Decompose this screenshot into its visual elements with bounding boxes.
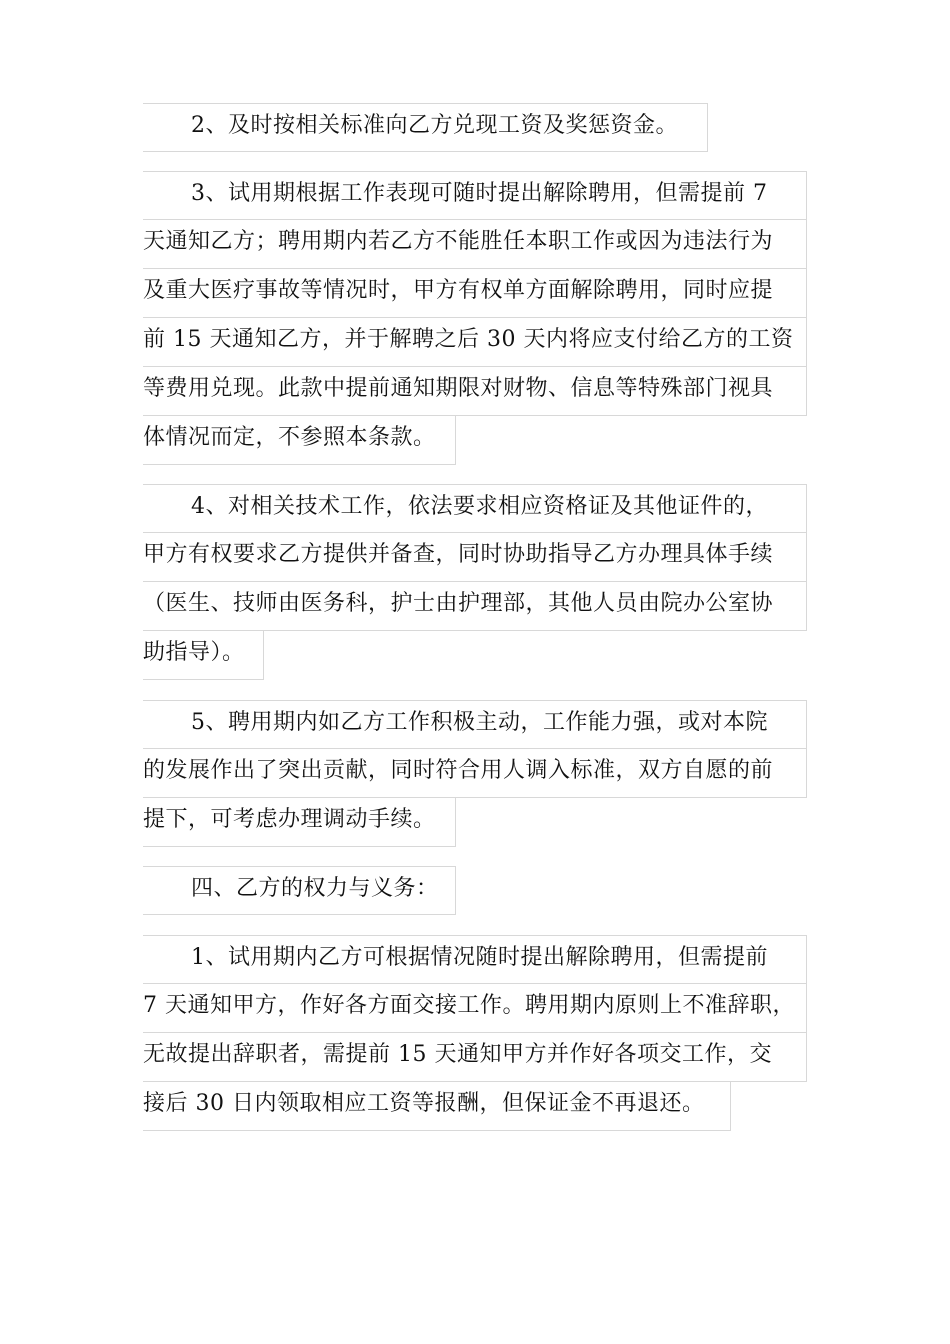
text-line: 无故提出辞职者，需提前 15 天通知甲方并作好各项交工作，交	[143, 1033, 807, 1082]
text-line: 提下，可考虑办理调动手续。	[143, 798, 456, 847]
section-heading-rights-obligations	[143, 866, 456, 915]
text-line: 助指导）。	[143, 631, 264, 680]
text-line: 的发展作出了突出贡献，同时符合用人调入标准，双方自愿的前	[143, 749, 807, 798]
paragraph-probation-termination	[143, 171, 807, 465]
text-line: 2、及时按相关标准向乙方兑现工资及奖惩资金。	[143, 103, 708, 152]
paragraph-transfer	[143, 700, 807, 847]
text-line: 接后 30 日内领取相应工资等报酬，但保证金不再退还。	[143, 1082, 731, 1131]
paragraph-certificates	[143, 484, 807, 680]
text-line: （医生、技师由医务科，护士由护理部，其他人员由院办公室协	[143, 582, 807, 631]
text-line: 7 天通知甲方，作好各方面交接工作。聘用期内原则上不准辞职，	[143, 984, 807, 1033]
text-line: 前 15 天通知乙方，并于解聘之后 30 天内将应支付给乙方的工资	[143, 318, 807, 367]
text-line: 及重大医疗事故等情况时，甲方有权单方面解除聘用，同时应提	[143, 269, 807, 318]
paragraph-salary-payment	[143, 103, 708, 152]
text-line: 3、试用期根据工作表现可随时提出解除聘用，但需提前 7	[143, 171, 807, 220]
paragraph-resignation	[143, 935, 807, 1131]
text-line: 天通知乙方；聘用期内若乙方不能胜任本职工作或因为违法行为	[143, 220, 807, 269]
text-line: 体情况而定，不参照本条款。	[143, 416, 456, 465]
text-line: 5、聘用期内如乙方工作积极主动，工作能力强，或对本院	[143, 700, 807, 749]
section-heading: 四、乙方的权力与义务：	[143, 866, 456, 915]
text-line: 甲方有权要求乙方提供并备查，同时协助指导乙方办理具体手续	[143, 533, 807, 582]
text-line: 等费用兑现。此款中提前通知期限对财物、信息等特殊部门视具	[143, 367, 807, 416]
text-line: 1、试用期内乙方可根据情况随时提出解除聘用，但需提前	[143, 935, 807, 984]
text-line: 4、对相关技术工作，依法要求相应资格证及其他证件的，	[143, 484, 807, 533]
